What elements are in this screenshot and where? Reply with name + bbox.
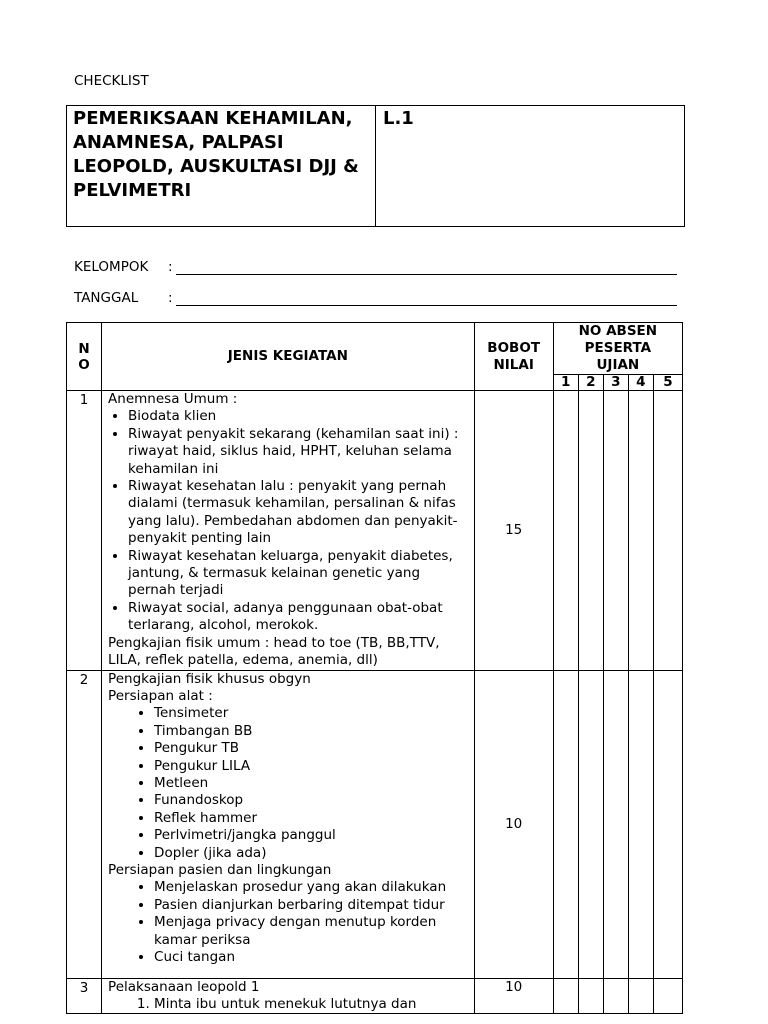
activity-title: Anemnesa Umum : [108, 391, 238, 407]
score-cell[interactable] [553, 391, 578, 671]
col-header-activity: JENIS KEGIATAN [102, 323, 475, 391]
list-item: • Riwayat social, adanya penggunaan obat-obat terlarang, alcohol, merokok. [128, 600, 470, 635]
list-item: • Reflek hammer [154, 810, 470, 827]
list-item: • Riwayat penyakit sekarang (kehamilan saat ini) : riwayat haid, siklus haid, HPHT, keluhan selama kehamilan ini [128, 426, 470, 478]
table-row [67, 670, 683, 978]
row-number: 3 [67, 978, 102, 1014]
list-item: • Pengukur LILA [154, 758, 470, 775]
activity-cell [102, 391, 475, 671]
checklist-label: CHECKLIST [74, 73, 149, 89]
list-item: • Menjaga privacy dengan menutup korden kamar periksa [154, 914, 470, 949]
activity-cell [102, 978, 475, 1014]
list-item: • Tensimeter [154, 705, 470, 722]
bobot-value: 10 [474, 978, 553, 1014]
alat-list [108, 705, 470, 862]
list-item: • Timbangan BB [154, 723, 470, 740]
score-cell[interactable] [628, 670, 653, 978]
bobot-value: 10 [474, 670, 553, 978]
score-cell[interactable] [653, 978, 682, 1014]
absen-col-2: 2 [578, 375, 603, 391]
score-cell[interactable] [553, 978, 578, 1014]
bobot-value: 15 [474, 391, 553, 671]
activity-subtitle: Persiapan alat : [108, 687, 213, 704]
tanggal-line[interactable] [176, 305, 677, 306]
activity-cell [102, 670, 475, 978]
score-cell[interactable] [628, 391, 653, 671]
score-cell[interactable] [653, 391, 682, 671]
kelompok-field[interactable] [74, 259, 684, 276]
kelompok-label: KELOMPOK [74, 259, 149, 275]
activity-bullet-list [108, 408, 470, 634]
list-item: • Riwayat kesehatan keluarga, penyakit diabetes, jantung, & termasuk kelainan genetic yang pernah terjadi [128, 548, 470, 600]
table-row [67, 391, 683, 671]
col-header-no: NO [67, 323, 102, 391]
score-cell[interactable] [553, 670, 578, 978]
activity-title: Pelaksanaan leopold 1 [108, 978, 260, 995]
row-number: 1 [67, 391, 102, 671]
list-item: 1. Minta ibu untuk menekuk lututnya dan [154, 996, 470, 1013]
tanggal-field[interactable] [74, 290, 684, 307]
list-item: • Menjelaskan prosedur yang akan dilakukan [154, 879, 470, 896]
score-cell[interactable] [603, 391, 628, 671]
title-box [66, 105, 685, 227]
absen-col-3: 3 [603, 375, 628, 391]
kelompok-colon: : [168, 259, 173, 275]
score-cell[interactable] [653, 670, 682, 978]
score-cell[interactable] [578, 391, 603, 671]
activity-subtitle: Persiapan pasien dan lingkungan [108, 861, 332, 878]
tanggal-label: TANGGAL [74, 290, 139, 306]
list-item: • Perlvimetri/jangka panggul [154, 827, 470, 844]
score-cell[interactable] [603, 670, 628, 978]
list-item: • Cuci tangan [154, 949, 470, 966]
col-header-absen: NO ABSEN PESERTA UJIAN [553, 323, 682, 375]
list-item: • Pengukur TB [154, 740, 470, 757]
col-header-bobot: BOBOT NILAI [474, 323, 553, 391]
tanggal-colon: : [168, 290, 173, 306]
list-item: • Pasien dianjurkan berbaring ditempat tidur [154, 897, 470, 914]
list-item: • Dopler (jika ada) [154, 845, 470, 862]
list-item: • Metleen [154, 775, 470, 792]
absen-col-5: 5 [653, 375, 682, 391]
score-cell[interactable] [628, 978, 653, 1014]
score-cell[interactable] [578, 978, 603, 1014]
kelompok-line[interactable] [176, 274, 677, 275]
absen-col-4: 4 [628, 375, 653, 391]
steps-list [108, 996, 470, 1013]
absen-col-1: 1 [553, 375, 578, 391]
score-cell[interactable] [603, 978, 628, 1014]
pasien-list [108, 879, 470, 966]
table-row [67, 978, 683, 1014]
list-item: • Funandoskop [154, 792, 470, 809]
list-item: • Riwayat kesehatan lalu : penyakit yang pernah dialami (termasuk kehamilan, persalinan & nifas yang lalu). Pembedahan abdomen dan penyakit-penyakit penting lain [128, 478, 470, 548]
document-code: L.1 [383, 108, 414, 129]
activity-title: Pengkajian fisik khusus obgyn [108, 670, 311, 687]
row-number: 2 [67, 670, 102, 978]
document-title: PEMERIKSAAN KEHAMILAN, ANAMNESA, PALPASI LEOPOLD, AUSKULTASI DJJ & PELVIMETRI [67, 106, 376, 226]
checklist-table [66, 322, 683, 1014]
list-item: • Biodata klien [128, 408, 470, 425]
score-cell[interactable] [578, 670, 603, 978]
activity-footer: Pengkajian fisik umum : head to toe (TB, BB,TTV, LILA, reflek patella, edema, anemia, dll) [108, 634, 440, 669]
